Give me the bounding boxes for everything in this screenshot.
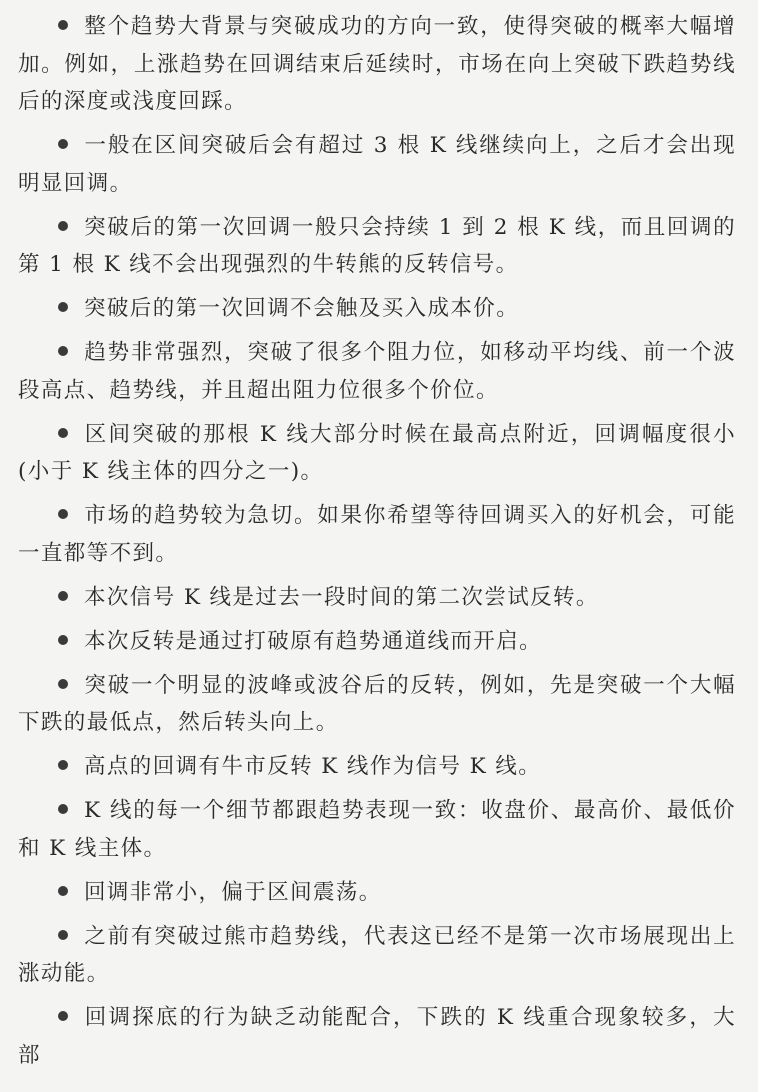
bullet-item (18, 999, 736, 1074)
bullet-dot-icon (58, 930, 68, 940)
bullet-text: 突破一个明显的波峰或波谷后的反转，例如，先是突破一个大幅下跌的最低点，然后转头向上。 (18, 672, 736, 735)
bullet-item (18, 290, 736, 328)
bullet-text: 突破后的第一次回调不会触及买入成本价。 (84, 296, 520, 321)
bullet-item (18, 579, 736, 617)
bullet-text: 高点的回调有牛市反转 K 线作为信号 K 线。 (84, 754, 542, 779)
bullet-dot-icon (58, 428, 68, 438)
bullet-text: 区间突破的那根 K 线大部分时候在最高点附近，回调幅度很小(小于 K 线主体的四分之一)。 (18, 421, 736, 484)
bullet-dot-icon (58, 346, 68, 356)
bullet-item (18, 8, 736, 121)
bullet-dot-icon (58, 635, 68, 645)
bullet-text: 趋势非常强烈，突破了很多个阻力位，如移动平均线、前一个波段高点、趋势线，并且超出阻力位很多个价位。 (18, 340, 736, 403)
bullet-text: 本次信号 K 线是过去一段时间的第二次尝试反转。 (84, 584, 599, 610)
bullet-dot-icon (58, 591, 68, 601)
bullet-item (18, 497, 736, 572)
bullet-dot-icon (58, 760, 68, 770)
bullet-text: K 线的每一个细节都跟趋势表现一致：收盘价、最高价、最低价和 K 线主体。 (18, 798, 736, 861)
bullet-dot-icon (58, 1011, 68, 1021)
bullet-text: 回调非常小，偏于区间震荡。 (84, 879, 382, 905)
bullet-item (18, 667, 736, 742)
bullet-dot-icon (58, 804, 68, 814)
bullet-dot-icon (58, 20, 68, 30)
bullet-text: 整个趋势大背景与突破成功的方向一致，使得突破的概率大幅增加。例如，上涨趋势在回调结束后延续时，市场在向上突破下跌趋势线后的深度或浅度回踩。 (18, 14, 736, 114)
bullet-text: 一般在区间突破后会有超过 3 根 K 线继续向上，之后才会出现明显回调。 (18, 133, 736, 196)
bullet-text: 市场的趋势较为急切。如果你希望等待回调买入的好机会，可能一直都等不到。 (18, 503, 736, 566)
bullet-dot-icon (58, 509, 68, 519)
bullet-item (18, 918, 736, 993)
bullet-text: 突破后的第一次回调一般只会持续 1 到 2 根 K 线，而且回调的第 1 根 K 线不会出现强烈的牛转熊的反转信号。 (18, 214, 736, 277)
bullet-item (18, 209, 736, 284)
bullet-text: 之前有突破过熊市趋势线，代表这已经不是第一次市场展现出上涨动能。 (18, 923, 736, 986)
bullet-item (18, 623, 736, 661)
bullet-item (18, 416, 736, 491)
bullet-text: 本次反转是通过打破原有趋势通道线而开启。 (84, 628, 543, 654)
bullet-item (18, 334, 736, 409)
bullet-item (18, 874, 736, 912)
bullet-item (18, 792, 736, 867)
bullet-item (18, 127, 736, 202)
bullet-dot-icon (58, 221, 68, 231)
bullet-text: 回调探底的行为缺乏动能配合，下跌的 K 线重合现象较多，大部 (18, 1005, 736, 1068)
bullet-dot-icon (58, 302, 68, 312)
bullet-dot-icon (58, 139, 68, 149)
bullet-list (18, 8, 736, 1074)
bullet-dot-icon (58, 886, 68, 896)
bullet-dot-icon (58, 679, 68, 689)
bullet-item (18, 748, 736, 786)
